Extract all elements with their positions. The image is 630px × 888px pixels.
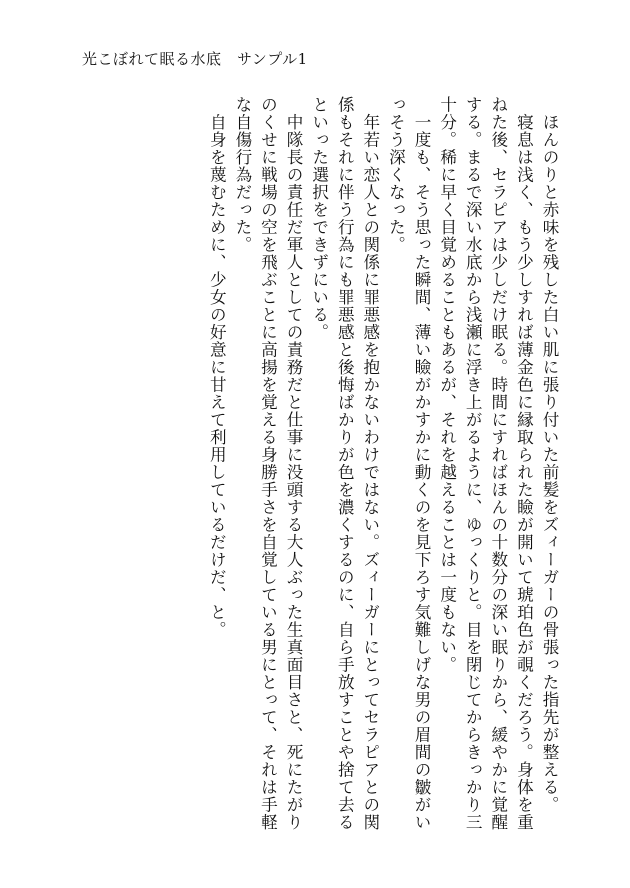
paragraph: 自身を蔑むために、少女の好意に甘えて利用しているだけだ、と。 <box>207 96 227 639</box>
paragraph: 寝息は浅く、もう少しすれば薄金色に縁取られた瞼が開いて琥珀色が覗くだろう。身体を重ねた後、セラピアは少しだけ眠る。時間にすればほんの十数分の深い眠りから、緩やかに覚醒する。まるで深い水底から浅瀬に浮き上がるように、ゆっくりと。目を閉じてからきっかり三十分。稀に早く目覚めることもあるが、それを越えることは一度もない。 <box>437 96 534 831</box>
body-text-column <box>204 96 562 836</box>
paragraph: 一度も、そう思った瞬間、薄い瞼がかすかに動くのを見下ろす気難しげな男の眉間の皺がいっそう深くなった。 <box>386 96 432 831</box>
paragraph: ほんのりと赤味を残した白い肌に張り付いた前髪をズィーガーの骨張った指先が整える。 <box>540 96 559 814</box>
paragraph: 中隊長の責任だ軍人としての責務だと仕事に没頭する大人ぶった生真面目さと、死にたがりのくせに戦場の空を飛ぶことに高揚を覚える身勝手さを自覚している男にとって、それは手軽な自傷行為だった。 <box>232 96 304 831</box>
page-header-title: 光こぼれて眠る水底 サンプル1 <box>82 50 308 68</box>
paragraph: 年若い恋人との関係に罪悪感を抱かないわけではない。ズィーガーにとってセラピアとの関係もそれに伴う行為にも罪悪感と後悔ばかりが色を濃くするのに、自ら手放すことや捨て去るといった選択をできずにいる。 <box>309 96 380 831</box>
